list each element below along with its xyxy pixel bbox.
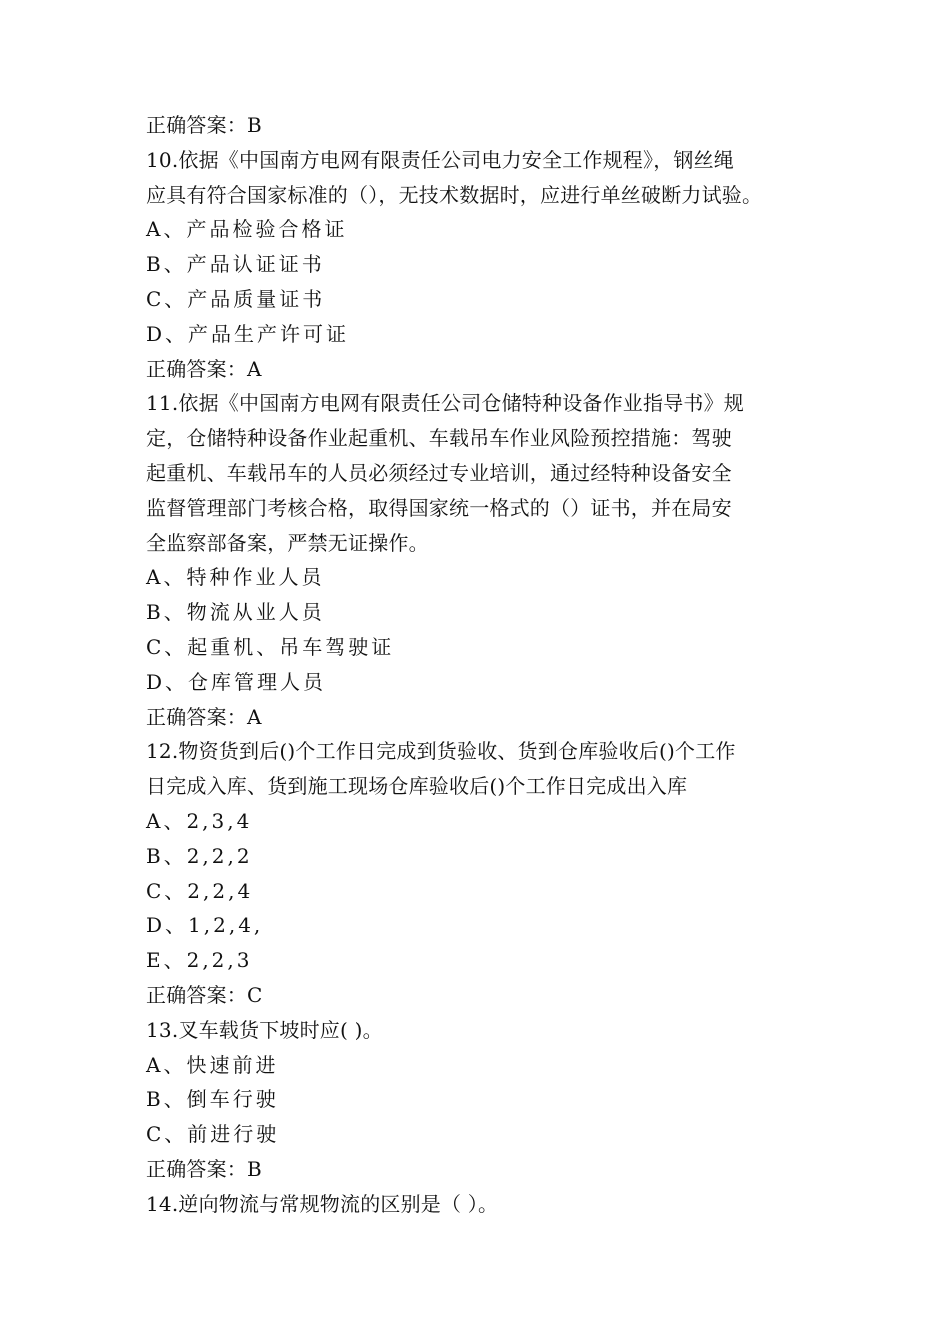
question-13-line-1: 13.叉车载货下坡时应( )。: [146, 1017, 383, 1042]
question-12-line-2: 日完成入库、货到施工现场仓库验收后()个工作日完成出入库: [146, 774, 688, 799]
question-10-line-2: 应具有符合国家标准的（），无技术数据时，应进行单丝破断力试验。: [146, 182, 763, 207]
answer-line: 正确答案：A: [146, 356, 262, 381]
answer-line: 正确答案：A: [146, 704, 262, 729]
question-11-line-2: 定，仓储特种设备作业起重机、车载吊车作业风险预控措施：驾驶: [146, 426, 732, 451]
option-b: B、2,2,2: [146, 843, 253, 868]
option-b: B、产品认证证书: [146, 252, 325, 277]
document-page: [146, 108, 826, 1222]
question-10-line-1: 10.依据《中国南方电网有限责任公司电力安全工作规程》，钢丝绳: [146, 147, 735, 172]
option-d: D、仓库管理人员: [146, 669, 327, 694]
question-11-line-1: 11.依据《中国南方电网有限责任公司仓储特种设备作业指导书》规: [146, 391, 745, 416]
option-a: A、产品检验合格证: [146, 217, 348, 242]
option-c: C、2,2,4: [146, 878, 254, 903]
option-d: D、产品生产许可证: [146, 321, 350, 346]
question-12-line-1: 12.物资货到后()个工作日完成到货验收、货到仓库验收后()个工作: [146, 739, 736, 764]
answer-line: 正确答案：C: [146, 982, 263, 1007]
option-e: E、2,2,3: [146, 948, 253, 973]
option-c: C、起重机、吊车驾驶证: [146, 634, 395, 659]
question-14-line-1: 14.逆向物流与常规物流的区别是（ ）。: [146, 1191, 499, 1216]
option-c: C、产品质量证书: [146, 286, 326, 311]
option-a: A、特种作业人员: [146, 565, 325, 590]
option-a: A、快速前进: [146, 1052, 279, 1077]
question-11-line-5: 全监察部备案，严禁无证操作。: [146, 530, 429, 555]
answer-line: 正确答案：B: [146, 1156, 262, 1181]
option-d: D、1,2,4,: [146, 913, 264, 938]
option-c: C、前进行驶: [146, 1122, 280, 1147]
question-11-line-4: 监督管理部门考核合格，取得国家统一格式的（）证书，并在局安: [146, 495, 732, 520]
option-b: B、倒车行驶: [146, 1087, 279, 1112]
question-11-line-3: 起重机、车载吊车的人员必须经过专业培训，通过经特种设备安全: [146, 460, 732, 485]
answer-line: 正确答案：B: [146, 113, 262, 137]
option-a: A、2,3,4: [146, 808, 253, 833]
option-b: B、物流从业人员: [146, 600, 325, 625]
